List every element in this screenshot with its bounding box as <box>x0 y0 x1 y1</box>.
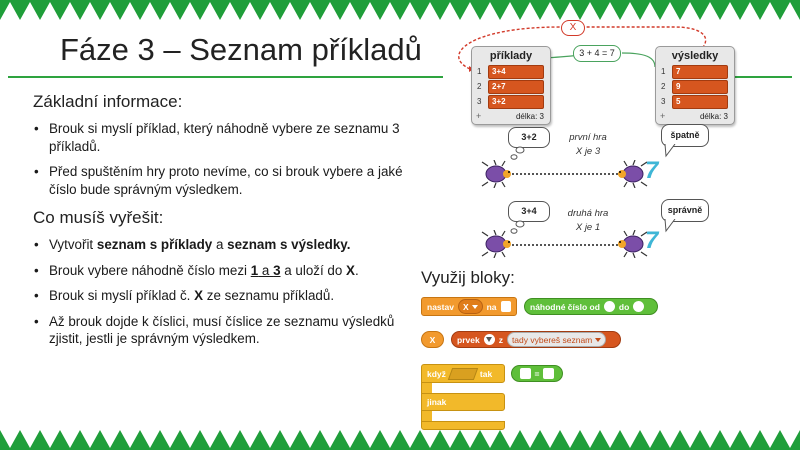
value-slot[interactable] <box>633 301 644 312</box>
if-block-footer <box>421 421 505 430</box>
list-item <box>477 80 544 94</box>
block-label: na <box>486 301 497 312</box>
list-footer <box>656 110 734 124</box>
list-footer <box>472 110 550 124</box>
list-results <box>655 46 735 125</box>
path-dots <box>508 173 618 175</box>
solve-heading: Co musíš vyřešit: <box>33 208 164 227</box>
x-variable-badge: X <box>561 20 585 36</box>
solve-item-random <box>33 262 408 280</box>
text: . <box>354 262 359 278</box>
target-digit: 7 <box>645 227 659 254</box>
item-of-list-block[interactable] <box>451 331 621 348</box>
game-label: první hra <box>569 132 607 143</box>
basic-info-item: • Brouk si myslí příklad, který náhodně vybere ze seznamu 3 příkladů. <box>33 120 408 155</box>
list-item-value: 2+7 <box>492 82 506 91</box>
list-examples <box>471 46 551 125</box>
slide-title: Fáze 3 – Seznam příkladů <box>60 32 422 67</box>
equation-badge: 3 + 4 = 7 <box>573 45 621 62</box>
thought-bubble: 3+2 <box>508 127 550 148</box>
add-item-icon[interactable]: + <box>476 111 482 121</box>
blocks-heading: Využij bloky: <box>421 268 515 287</box>
game-sub-label: X je 1 <box>575 222 601 233</box>
bold-variable: X <box>194 288 204 303</box>
list-item-value: 9 <box>676 82 681 91</box>
game-label: druhá hra <box>567 208 609 219</box>
beetle-icon <box>478 230 512 258</box>
block-label: jinak <box>427 397 447 407</box>
value-slot[interactable] <box>543 368 554 379</box>
dropdown-arrow-icon <box>486 337 492 342</box>
list-dropdown[interactable] <box>507 332 606 347</box>
speech-tail <box>663 219 677 233</box>
dropdown-value: tady vybereš seznam <box>511 334 593 345</box>
list-index: 3 <box>477 97 482 106</box>
text: Vytvořit <box>49 237 97 252</box>
list-item <box>661 65 728 79</box>
list-item <box>661 95 728 109</box>
value-slot[interactable] <box>501 301 511 312</box>
bold-text: seznam s výsledky. <box>227 237 351 252</box>
game-sub-label: X je 3 <box>575 146 601 157</box>
title-rule-left <box>8 76 443 78</box>
beetle-icon <box>478 160 512 188</box>
dropdown-arrow-icon <box>472 305 478 309</box>
target-digit: 7 <box>645 157 659 184</box>
text: a uloží do <box>280 262 347 278</box>
solve-item-check: • Až brouk dojde k číslici, musí číslice ze seznamu výsledků zjistit, jestli je správným výsledkem. <box>33 313 408 348</box>
list-index: 1 <box>477 67 482 76</box>
variable-dropdown[interactable] <box>458 299 483 314</box>
basic-info-heading: Základní informace: <box>33 92 183 111</box>
list-item <box>661 80 728 94</box>
add-item-icon[interactable]: + <box>660 111 666 121</box>
equals-block[interactable] <box>511 365 563 382</box>
bold-variable: X <box>346 262 355 278</box>
dropdown-arrow-icon <box>595 338 601 342</box>
solve-list <box>33 236 408 348</box>
value-slot[interactable] <box>520 368 531 379</box>
list-length: délka: 3 <box>699 112 728 121</box>
list-index: 2 <box>661 82 666 91</box>
else-block-label <box>421 393 505 411</box>
speech-tail <box>663 144 677 158</box>
list-item-value: 5 <box>676 97 681 106</box>
x-reporter-block[interactable]: X <box>421 331 444 348</box>
bold-text: seznam s příklady <box>96 237 213 252</box>
text: Brouk si myslí příklad č. <box>49 288 195 303</box>
list-title: výsledky <box>671 50 719 62</box>
block-label: náhodné číslo od <box>530 301 600 312</box>
list-index: 3 <box>661 97 666 106</box>
list-index: 1 <box>661 67 666 76</box>
underlined-number: 3 <box>273 262 281 278</box>
text: a <box>212 237 228 252</box>
speech-bubble: špatně <box>661 124 709 147</box>
basic-info-list <box>33 120 408 198</box>
solve-item-lists <box>33 236 408 254</box>
list-index: 2 <box>477 82 482 91</box>
block-label: tak <box>479 368 493 379</box>
list-title: příklady <box>489 50 533 62</box>
list-item <box>477 65 544 79</box>
thought-bubble: 3+4 <box>508 201 550 222</box>
list-item <box>477 95 544 109</box>
solve-item-think <box>33 287 408 305</box>
block-label: nastav <box>427 301 454 312</box>
if-block-header[interactable] <box>421 364 505 383</box>
basic-info-item: • Před spuštěním hry proto nevíme, co si brouk vybere a jaké číslo bude správným výsledkem. <box>33 163 408 198</box>
speech-bubble: správně <box>661 199 709 222</box>
block-label: z <box>498 334 503 345</box>
text: Brouk vybere náhodně číslo mezi <box>49 262 251 278</box>
condition-slot[interactable] <box>448 368 478 380</box>
block-label: do <box>618 301 630 312</box>
set-variable-block[interactable] <box>421 297 517 316</box>
dropdown-value: X <box>462 301 469 312</box>
list-item-value: 3+2 <box>492 97 506 106</box>
random-number-block[interactable] <box>524 298 658 315</box>
underlined-number: 1 <box>250 262 259 278</box>
slide-content <box>33 92 408 358</box>
list-item-value: 7 <box>676 67 681 76</box>
text: ze seznamu příkladů. <box>203 288 335 303</box>
list-length: délka: 3 <box>515 112 544 121</box>
value-slot[interactable] <box>604 301 615 312</box>
block-label: = <box>534 368 540 379</box>
block-label: prvek <box>457 334 480 345</box>
if-block-arm <box>421 383 432 393</box>
list-item-value: 3+4 <box>492 67 506 76</box>
bottom-zigzag-border <box>0 430 800 450</box>
index-slot[interactable] <box>484 334 495 345</box>
block-label: když <box>427 368 446 379</box>
underlined-text: a <box>258 262 274 278</box>
path-dots <box>508 244 618 246</box>
